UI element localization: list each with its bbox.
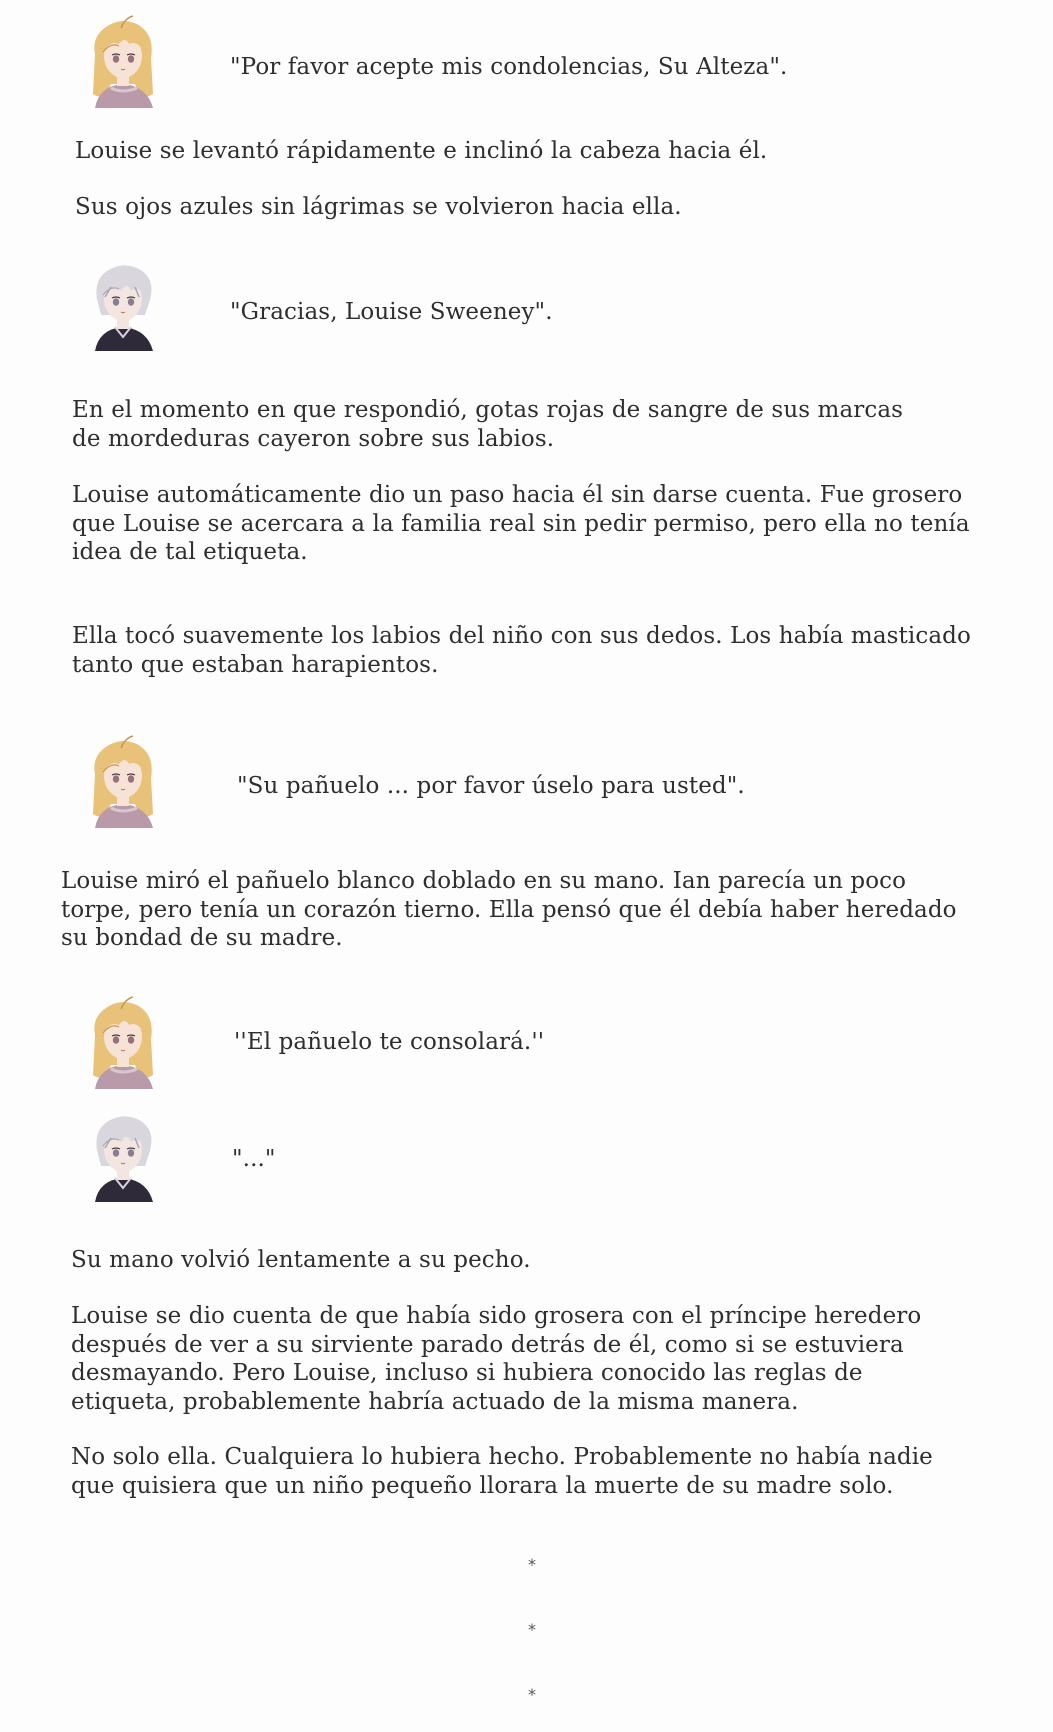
paragraph-line: Ella tocó suavemente los labios del niño con sus dedos. Los había masticado	[72, 623, 971, 649]
paragraph-line: que Louise se acercara a la familia real sin pedir permiso, pero ella no tenía	[72, 510, 970, 537]
paragraph-line: después de ver a su sirviente parado detrás de él, como si se estuviera	[71, 1331, 904, 1358]
scene-separator: *	[528, 1620, 536, 1639]
paragraph-line: Sus ojos azules sin lágrimas se volvieron hacia ella.	[75, 194, 682, 220]
paragraph-line: Su mano volvió lentamente a su pecho.	[71, 1247, 531, 1273]
ian-portrait-icon	[81, 257, 165, 351]
dialogue-line: "Por favor acepte mis condolencias, Su Alteza".	[230, 54, 788, 80]
paragraph-line: de mordeduras cayeron sobre sus labios.	[72, 425, 555, 452]
paragraph-line: Louise automáticamente dio un paso hacia él sin darse cuenta. Fue grosero	[72, 482, 963, 508]
paragraph	[72, 396, 903, 453]
paragraph-line: su bondad de su madre.	[61, 925, 343, 951]
louise-portrait-icon	[81, 14, 165, 108]
dialogue-line: "Su pañuelo ... por favor úselo para usted".	[237, 773, 745, 799]
paragraph-line: tanto que estaban harapientos.	[72, 651, 439, 678]
paragraph-line: etiqueta, probablemente habría actuado de la misma manera.	[71, 1388, 799, 1415]
paragraph	[75, 193, 682, 222]
paragraph	[61, 867, 957, 953]
paragraph	[72, 481, 970, 567]
paragraph-line: Louise miró el pañuelo blanco doblado en su mano. Ian parecía un poco	[61, 868, 907, 894]
paragraph	[71, 1443, 933, 1500]
paragraph	[72, 622, 971, 679]
scene-separator: *	[528, 1555, 536, 1574]
dialogue-line: "Gracias, Louise Sweeney".	[230, 299, 553, 325]
paragraph-line: No solo ella. Cualquiera lo hubiera hecho. Probablemente no había nadie	[71, 1444, 933, 1470]
paragraph-line: Louise se levantó rápidamente e inclinó la cabeza hacia él.	[75, 138, 768, 164]
louise-portrait-icon	[81, 734, 165, 828]
paragraph-line: que quisiera que un niño pequeño llorara la muerte de su madre solo.	[71, 1472, 894, 1499]
paragraph	[71, 1302, 921, 1416]
paragraph-line: Louise se dio cuenta de que había sido grosera con el príncipe heredero	[71, 1303, 922, 1329]
paragraph-line: torpe, pero tenía un corazón tierno. Ella pensó que él debía haber heredado	[61, 896, 957, 923]
dialogue-line: ''El pañuelo te consolará.''	[234, 1029, 545, 1055]
dialogue-line: "..."	[232, 1146, 276, 1172]
paragraph-line: desmayando. Pero Louise, incluso si hubiera conocido las reglas de	[71, 1360, 863, 1386]
paragraph-line: En el momento en que respondió, gotas rojas de sangre de sus marcas	[72, 397, 904, 423]
scene-separator: *	[528, 1685, 536, 1704]
paragraph-line: idea de tal etiqueta.	[72, 539, 308, 565]
louise-portrait-icon	[81, 995, 165, 1089]
paragraph	[75, 137, 767, 166]
ian-portrait-icon	[81, 1108, 165, 1202]
paragraph	[71, 1246, 531, 1275]
